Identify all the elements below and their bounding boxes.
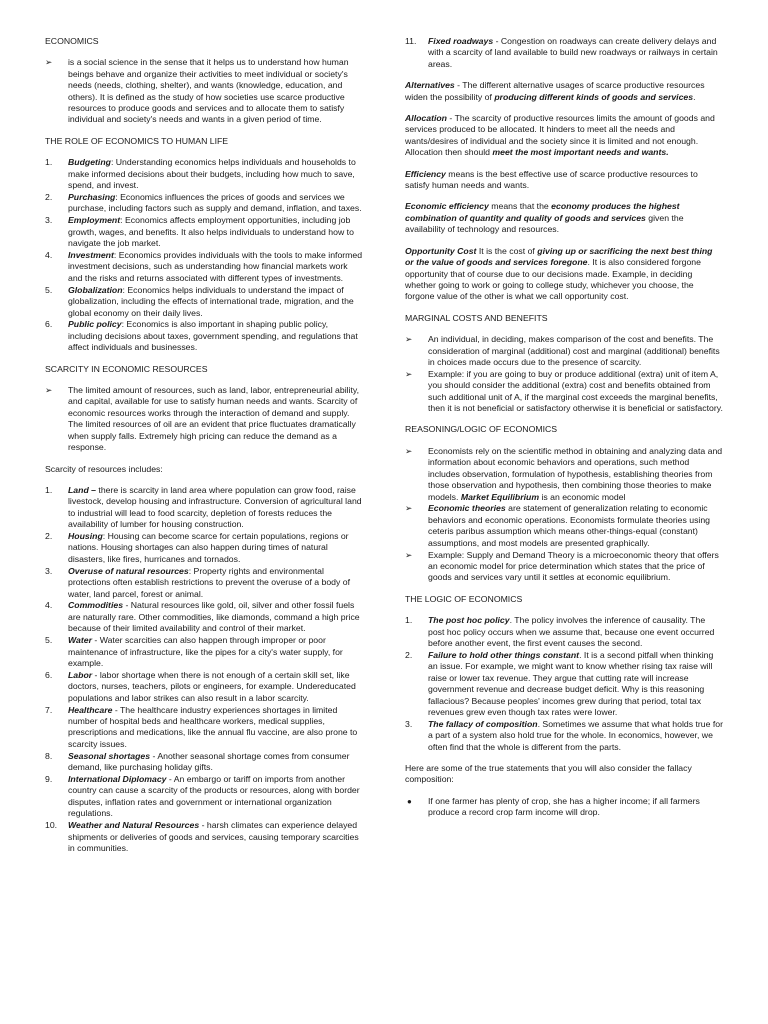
item-term: Public policy [68, 319, 122, 330]
list-item [45, 285, 363, 319]
item-text: - Another seasonal shortage comes from consumer demand, like purchasing holiday gifts. [68, 750, 350, 773]
heading-economics: ECONOMICS [45, 36, 99, 46]
list-item [405, 650, 723, 718]
list-item [45, 319, 363, 353]
item-term: Labor [68, 669, 93, 680]
item-number: 5. [45, 635, 53, 646]
text: . [693, 91, 696, 102]
allocation-paragraph [405, 113, 723, 159]
item-term: Market Equilibrium [460, 491, 540, 502]
item-number: 1. [45, 157, 53, 168]
item-number: 4. [45, 600, 53, 611]
item-number: 2. [45, 531, 53, 542]
heading-scarcity: SCARCITY IN ECONOMIC RESOURCES [45, 363, 208, 374]
item-number: 7. [45, 704, 53, 715]
item-text: . The policy involves the inference of causality. The post hoc policy occurs when we assume that, because one event occurred before another event, the first event causes the second. [428, 615, 715, 648]
list-item [45, 215, 363, 249]
arrow-bullet-icon: ➢ [405, 445, 413, 456]
reasoning-list [405, 446, 723, 584]
economics-definition-list [45, 57, 363, 125]
list-item [45, 192, 363, 215]
list-item [405, 446, 723, 503]
item-text: . Sometimes we assume that what holds true for a part of a system also hold true for the whole. In economics, however, we often find that the whole is different from the parts. [428, 718, 723, 752]
item-term: Investment [68, 250, 114, 260]
emphasis: giving up or sacrificing the next best thing or the value of goods and services foregone [405, 245, 713, 268]
list-item [45, 751, 363, 774]
list-item [45, 635, 363, 669]
item-term: Budgeting [68, 157, 111, 168]
list-item [405, 615, 723, 649]
item-term: International Diplomacy [68, 774, 167, 785]
list-item [405, 796, 723, 819]
right-column [405, 36, 723, 829]
term: Alternatives [405, 80, 455, 91]
term: Opportunity Cost [405, 245, 477, 256]
item-number: 1. [45, 484, 53, 495]
list-item [45, 531, 363, 565]
arrow-bullet-icon: ➢ [45, 57, 53, 68]
list-item [45, 705, 363, 751]
list-item [45, 485, 363, 531]
list-item [45, 157, 363, 191]
item-text: Example: if you are going to buy or produce additional (extra) unit of item A, you should consider the additional (extra) cost and benefits obtained from such additional unit of A, if the marginal cost exceeds the marginal benefits, then it is not beneficial or satisfactory otherwise it is beneficial or satisfactory. [428, 368, 723, 414]
logic-list [405, 615, 723, 753]
scarcity-definition [45, 385, 363, 453]
item-text: Example: Supply and Demand Theory is a microeconomic theory that offers an economic model for price determination which states that the price of goods and services vary until it settles at economic equilibrium. [428, 549, 719, 583]
item-term: Healthcare [68, 704, 113, 715]
item-text: there is scarcity in land area where population can grow food, raise livestock, develop housing and infrastructure. Conversion of agricultural land to industrial will lead to food scarcity, depletion of forests reduces the availability of lumber for housing construction. [68, 484, 362, 530]
economics-definition [45, 57, 363, 125]
item-number: 5. [45, 284, 53, 295]
item-text: are statement of generalization relating to economic behaviors and economic operations. Economists formulate theories using ceteris paribus assumption which means other-things-equal (constant) assumptions, and most models are presented graphically. [428, 503, 711, 548]
item-term: Housing [68, 531, 103, 542]
economic-efficiency-paragraph [405, 201, 723, 235]
item-text: : Economics helps individuals to understand the impact of globalization, including the effects of international trade, migration, and the global economy on their daily lives. [68, 284, 354, 318]
composition-list [405, 796, 723, 819]
item-text: - Natural resources like gold, oil, silver and other fossil fuels are naturally rare. Other commodities, like diamonds, command a high price because of their limited availability and control of their market. [68, 600, 360, 634]
heading-marginal: MARGINAL COSTS AND BENEFITS [405, 312, 548, 323]
item-number: 8. [45, 750, 53, 761]
list-item [405, 503, 723, 549]
item-number: 1. [405, 615, 413, 626]
item-number: 3. [45, 565, 53, 576]
list-item [45, 820, 363, 854]
list-item [45, 566, 363, 600]
marginal-list [405, 334, 723, 414]
text: - The different alternative usages of scarce productive resources widen the possibility of [405, 80, 705, 102]
item-number: 2. [405, 649, 413, 660]
item-text: Economists rely on the scientific method in obtaining and analyzing data and information about economic behaviors and operations, such method includes observation, formulation of hypothesis, establishing theories from those observation and hypothesis, then combining those theories to make models. [428, 445, 723, 502]
text: means is the best effective use of scarce productive resources to satisfy human needs and wants. [405, 168, 698, 191]
item-text: : Economics provides individuals with the tools to make informed investment decisions, such as understanding how financial markets work and the risks and returns associated with different types of investments. [68, 250, 363, 283]
item-text: An individual, in deciding, makes comparison of the cost and benefits. The consideration of marginal (additional) cost and marginal (additional) benefits in choices made occurs due to the presence of scarcity. [428, 334, 720, 367]
item-text: . It is a second pitfall when thinking an issue. For example, we might want to know whether rising tax raise will raise or lower tax revenue. They argue that cutting rate will increase government revenue and decrease budget deficit. Why is this reasoning fallacious? Because peoples' incomes grew during that period, total tax revenues grew even though tax rates were lower. [428, 649, 714, 717]
composition-intro: Here are some of the true statements that you will also consider the fallacy composition: [405, 763, 692, 785]
text: . It is also considered forgone opportunity that of course due to our decisions made. Example, in deciding whether going to work or going to college study, whichever you choose, the forgone value of the other is what we call opportunity cost. [405, 257, 701, 302]
item-term: Purchasing [68, 191, 116, 202]
item-text: : Housing can become scarce for certain populations, regions or nations. Housing shortages can also happen during times of natural disasters, like fires, hurricanes and tornados. [68, 531, 349, 564]
item-number: 10. [45, 820, 58, 831]
text: It is the cost of [476, 245, 538, 256]
arrow-bullet-icon: ➢ [405, 503, 413, 514]
bullet-icon: ● [407, 796, 412, 806]
item-term: Globalization [68, 284, 123, 295]
efficiency-paragraph [405, 169, 723, 192]
item-text: - labor shortage when there is not enough of a certain skill set, like doctors, nurses, teachers, pilots or engineers, for example. Undereducated populations and labor strikes can also result in a labor scarcity. [68, 669, 356, 703]
scarcity-definition-list [45, 385, 363, 453]
list-item [45, 774, 363, 820]
opportunity-cost-paragraph [405, 246, 723, 303]
item-text: - Water scarcities can also happen through improper or poor maintenance of infrastructure, like the pipes for a city's water supply, for example. [68, 635, 343, 668]
alternatives-paragraph [405, 80, 723, 103]
emphasis: meet the most important needs and wants. [492, 147, 669, 158]
item-text: : Property rights and environmental protections often establish restrictions to prevent the overuse of a body of water, land parcel, forest or animal. [68, 565, 351, 599]
list-item [405, 719, 723, 753]
item-text: - harsh climates can experience delayed shipments or deliveries of goods and services, causing temporary scarcities in communities. [68, 820, 359, 853]
item-number: 3. [405, 718, 413, 729]
item-text: If one farmer has plenty of crop, she has a higher income; if all farmers produce a record crop farm income will drop. [428, 795, 700, 818]
emphasis: producing different kinds of goods and services [494, 91, 694, 102]
left-column [45, 36, 363, 864]
arrow-bullet-icon: ➢ [405, 368, 413, 379]
item-number: 11. [405, 36, 417, 46]
list-item [405, 334, 723, 368]
item-term: Seasonal shortages [68, 750, 151, 761]
item-text: : Understanding economics helps individuals and households to make informed decisions about their budgets, including how much to save, spend, and invest. [68, 157, 356, 191]
item-number: 6. [45, 319, 53, 330]
term: Allocation [405, 113, 447, 124]
economics-definition-text: is a social science in the sense that it helps us to understand how human beings behave and organize their activities to meet individual or society's needs (needs, clothing, shelter), and wants (knowledge, education, and others). It is defined as the study of how societies use scarce productive resources to produce goods and services and to allocate them to satisfy individual and society's needs and wants in a given period of time. [68, 57, 349, 125]
list-item [405, 369, 723, 415]
arrow-bullet-icon: ➢ [405, 334, 413, 345]
item-text: : Economics is also important in shaping public policy, including decisions about taxes, government spending, and regulations that affect individuals and businesses. [68, 319, 358, 353]
item-text: : Economics affects employment opportunities, including job growth, wages, and benefits. It also helps individuals to understand how to navigate the job market. [68, 215, 354, 249]
text: means that the [488, 201, 552, 212]
item-term: Failure to hold other things constant [428, 649, 580, 660]
text: given the availability of technology and resources. [405, 212, 684, 235]
list-item [405, 36, 723, 70]
item-number: 2. [45, 191, 53, 202]
item-term: Water [68, 635, 92, 646]
item-term: The post hoc policy [428, 615, 510, 626]
heading-role: THE ROLE OF ECONOMICS TO HUMAN LIFE [45, 135, 229, 146]
scarcity-intro: Scarcity of resources includes: [45, 463, 163, 474]
emphasis: economy produces the highest combination of quantity and quality of goods and services [405, 201, 680, 223]
term: Efficiency [405, 168, 446, 179]
item-number: 4. [45, 250, 53, 260]
scarcity-list [45, 485, 363, 855]
item-term: Economic theories [428, 503, 506, 514]
arrow-bullet-icon: ➢ [405, 549, 413, 560]
roles-list [45, 157, 363, 353]
list-item [405, 550, 723, 584]
scarcity-definition-text: The limited amount of resources, such as land, labor, entrepreneurial ability, and capital, available for use to satisfy human needs and wants. Scarcity of economic resources works through the interaction of demand and supply. The limited resources of oil are an evident that price fluctuates dramatically when supply falls. Extremely high pricing can reduce the demand as a response. [68, 385, 360, 453]
item-term: The fallacy of composition [428, 718, 538, 729]
item-term: Commodities [68, 600, 124, 611]
item-text: : Economics influences the prices of goods and services we purchase, including factors such as supply and demand, inflation, and taxes. [68, 191, 362, 214]
term: Economic efficiency [405, 201, 489, 212]
text: - The scarcity of productive resources limits the amount of goods and services produced to be allocated. It hinders to meet all the needs and wants/desires of individual and the society since it is limited and not enough. Allocation then should [405, 113, 715, 158]
item-number: 9. [45, 774, 53, 785]
item-text: - An embargo or tariff on imports from another country can cause a scarcity of the products or resources, along with border disputes, inflation rates and government or international organization regulations. [68, 774, 360, 819]
item-term: Land – [68, 484, 96, 495]
heading-reasoning: REASONING/LOGIC OF ECONOMICS [405, 424, 558, 435]
arrow-bullet-icon: ➢ [45, 385, 53, 396]
list-item [45, 250, 363, 284]
item-term: Employment [68, 215, 121, 226]
heading-logic: THE LOGIC OF ECONOMICS [405, 593, 523, 604]
list-item [45, 670, 363, 704]
item-term: Fixed roadways [428, 36, 494, 46]
item-text: - The healthcare industry experiences shortages in limited number of hospital beds and healthcare workers, medical supplies, prescriptions and medications, like the annual flu vaccine, are also prone to scarcity issues. [68, 704, 358, 749]
item-text: is an economic model [539, 491, 626, 502]
list-item [45, 600, 363, 634]
item-number: 3. [45, 215, 53, 226]
scarcity-list-continued [405, 36, 723, 70]
item-text: - Congestion on roadways can create delivery delays and with a scarcity of land available to build new roadways or railways in certain areas. [428, 36, 718, 69]
item-term: Overuse of natural resources [68, 565, 189, 576]
item-term: Weather and Natural Resources [68, 820, 200, 831]
item-number: 6. [45, 669, 53, 680]
